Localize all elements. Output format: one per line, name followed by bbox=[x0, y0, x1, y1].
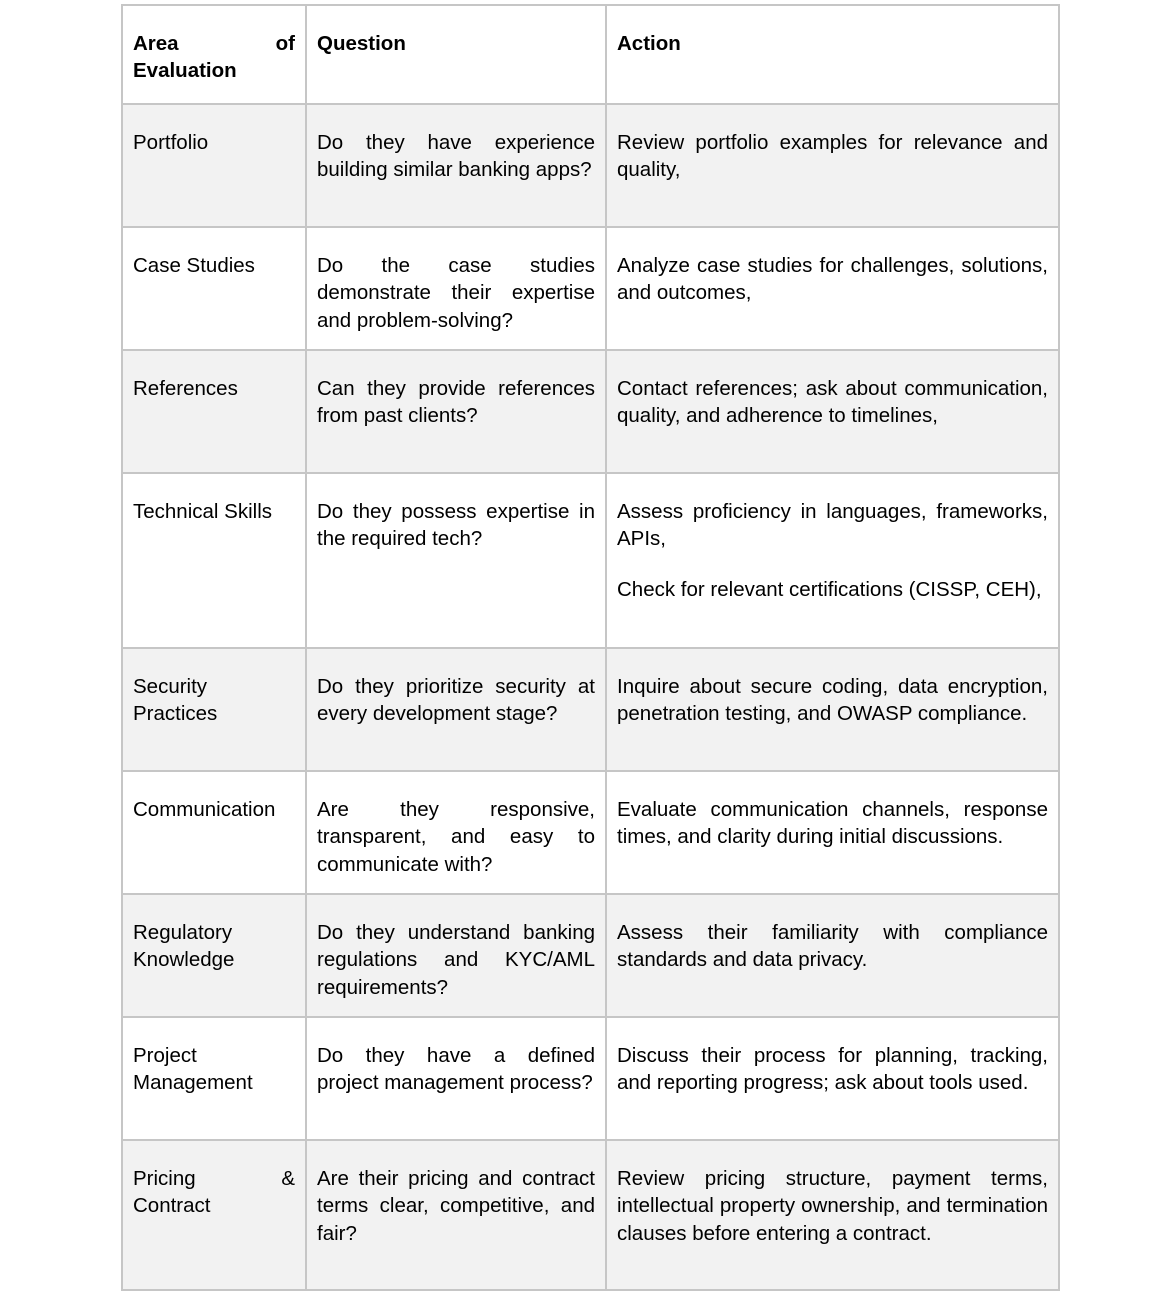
cell-area: Project Management bbox=[122, 1017, 306, 1140]
cell-question: Are they responsive, transparent, and easy to communicate with? bbox=[306, 771, 606, 894]
cell-action bbox=[606, 227, 1059, 350]
action-text: Discuss their process for planning, tracking, and reporting progress; ask about tools used. bbox=[617, 1044, 1048, 1095]
table-row bbox=[122, 104, 1059, 227]
table-row bbox=[122, 771, 1059, 894]
action-text: Evaluate communication channels, response times, and clarity during initial discussions. bbox=[617, 798, 1048, 849]
table-row bbox=[122, 648, 1059, 771]
cell-question: Do they have a defined project management process? bbox=[306, 1017, 606, 1140]
cell-area: Case Studies bbox=[122, 227, 306, 350]
cell-question: Can they provide references from past clients? bbox=[306, 350, 606, 473]
evaluation-table bbox=[121, 4, 1060, 1291]
cell-question: Do they understand banking regulations and KYC/AML requirements? bbox=[306, 894, 606, 1017]
cell-area: Pricing & Contract bbox=[122, 1140, 306, 1290]
table-row bbox=[122, 1140, 1059, 1290]
table-row bbox=[122, 473, 1059, 648]
cell-area: Communication bbox=[122, 771, 306, 894]
cell-action bbox=[606, 1140, 1059, 1290]
cell-area: References bbox=[122, 350, 306, 473]
cell-area: Portfolio bbox=[122, 104, 306, 227]
action-text: Analyze case studies for challenges, solutions, and outcomes, bbox=[617, 254, 1048, 305]
cell-question: Do they prioritize security at every development stage? bbox=[306, 648, 606, 771]
action-text: Review portfolio examples for relevance and quality, bbox=[617, 131, 1048, 182]
action-text: Review pricing structure, payment terms, intellectual property ownership, and termination clauses before entering a contract. bbox=[617, 1167, 1048, 1245]
action-text: Assess their familiarity with compliance standards and data privacy. bbox=[617, 921, 1048, 972]
cell-question: Do they possess expertise in the required tech? bbox=[306, 473, 606, 648]
header-area: Area of Evaluation bbox=[122, 5, 306, 104]
table-row bbox=[122, 1017, 1059, 1140]
cell-action bbox=[606, 1017, 1059, 1140]
table-row bbox=[122, 227, 1059, 350]
action-text: Check for relevant certifications (CISSP, CEH), bbox=[617, 577, 1042, 601]
cell-action bbox=[606, 894, 1059, 1017]
cell-question: Are their pricing and contract terms clear, competitive, and fair? bbox=[306, 1140, 606, 1290]
cell-question: Do the case studies demonstrate their expertise and problem-solving? bbox=[306, 227, 606, 350]
cell-area: Regulatory Knowledge bbox=[122, 894, 306, 1017]
cell-action bbox=[606, 473, 1059, 648]
cell-action bbox=[606, 350, 1059, 473]
header-action: Action bbox=[606, 5, 1059, 104]
table-header-row bbox=[122, 5, 1059, 104]
table-row bbox=[122, 894, 1059, 1017]
cell-area: Technical Skills bbox=[122, 473, 306, 648]
cell-action bbox=[606, 771, 1059, 894]
action-text: Inquire about secure coding, data encryption, penetration testing, and OWASP compliance. bbox=[617, 675, 1048, 726]
action-text: Assess proficiency in languages, frameworks, APIs, bbox=[617, 500, 1048, 551]
header-question: Question bbox=[306, 5, 606, 104]
cell-action bbox=[606, 648, 1059, 771]
action-text: Contact references; ask about communication, quality, and adherence to timelines, bbox=[617, 377, 1048, 428]
cell-area: Security Practices bbox=[122, 648, 306, 771]
cell-action bbox=[606, 104, 1059, 227]
table-row bbox=[122, 350, 1059, 473]
cell-question: Do they have experience building similar banking apps? bbox=[306, 104, 606, 227]
